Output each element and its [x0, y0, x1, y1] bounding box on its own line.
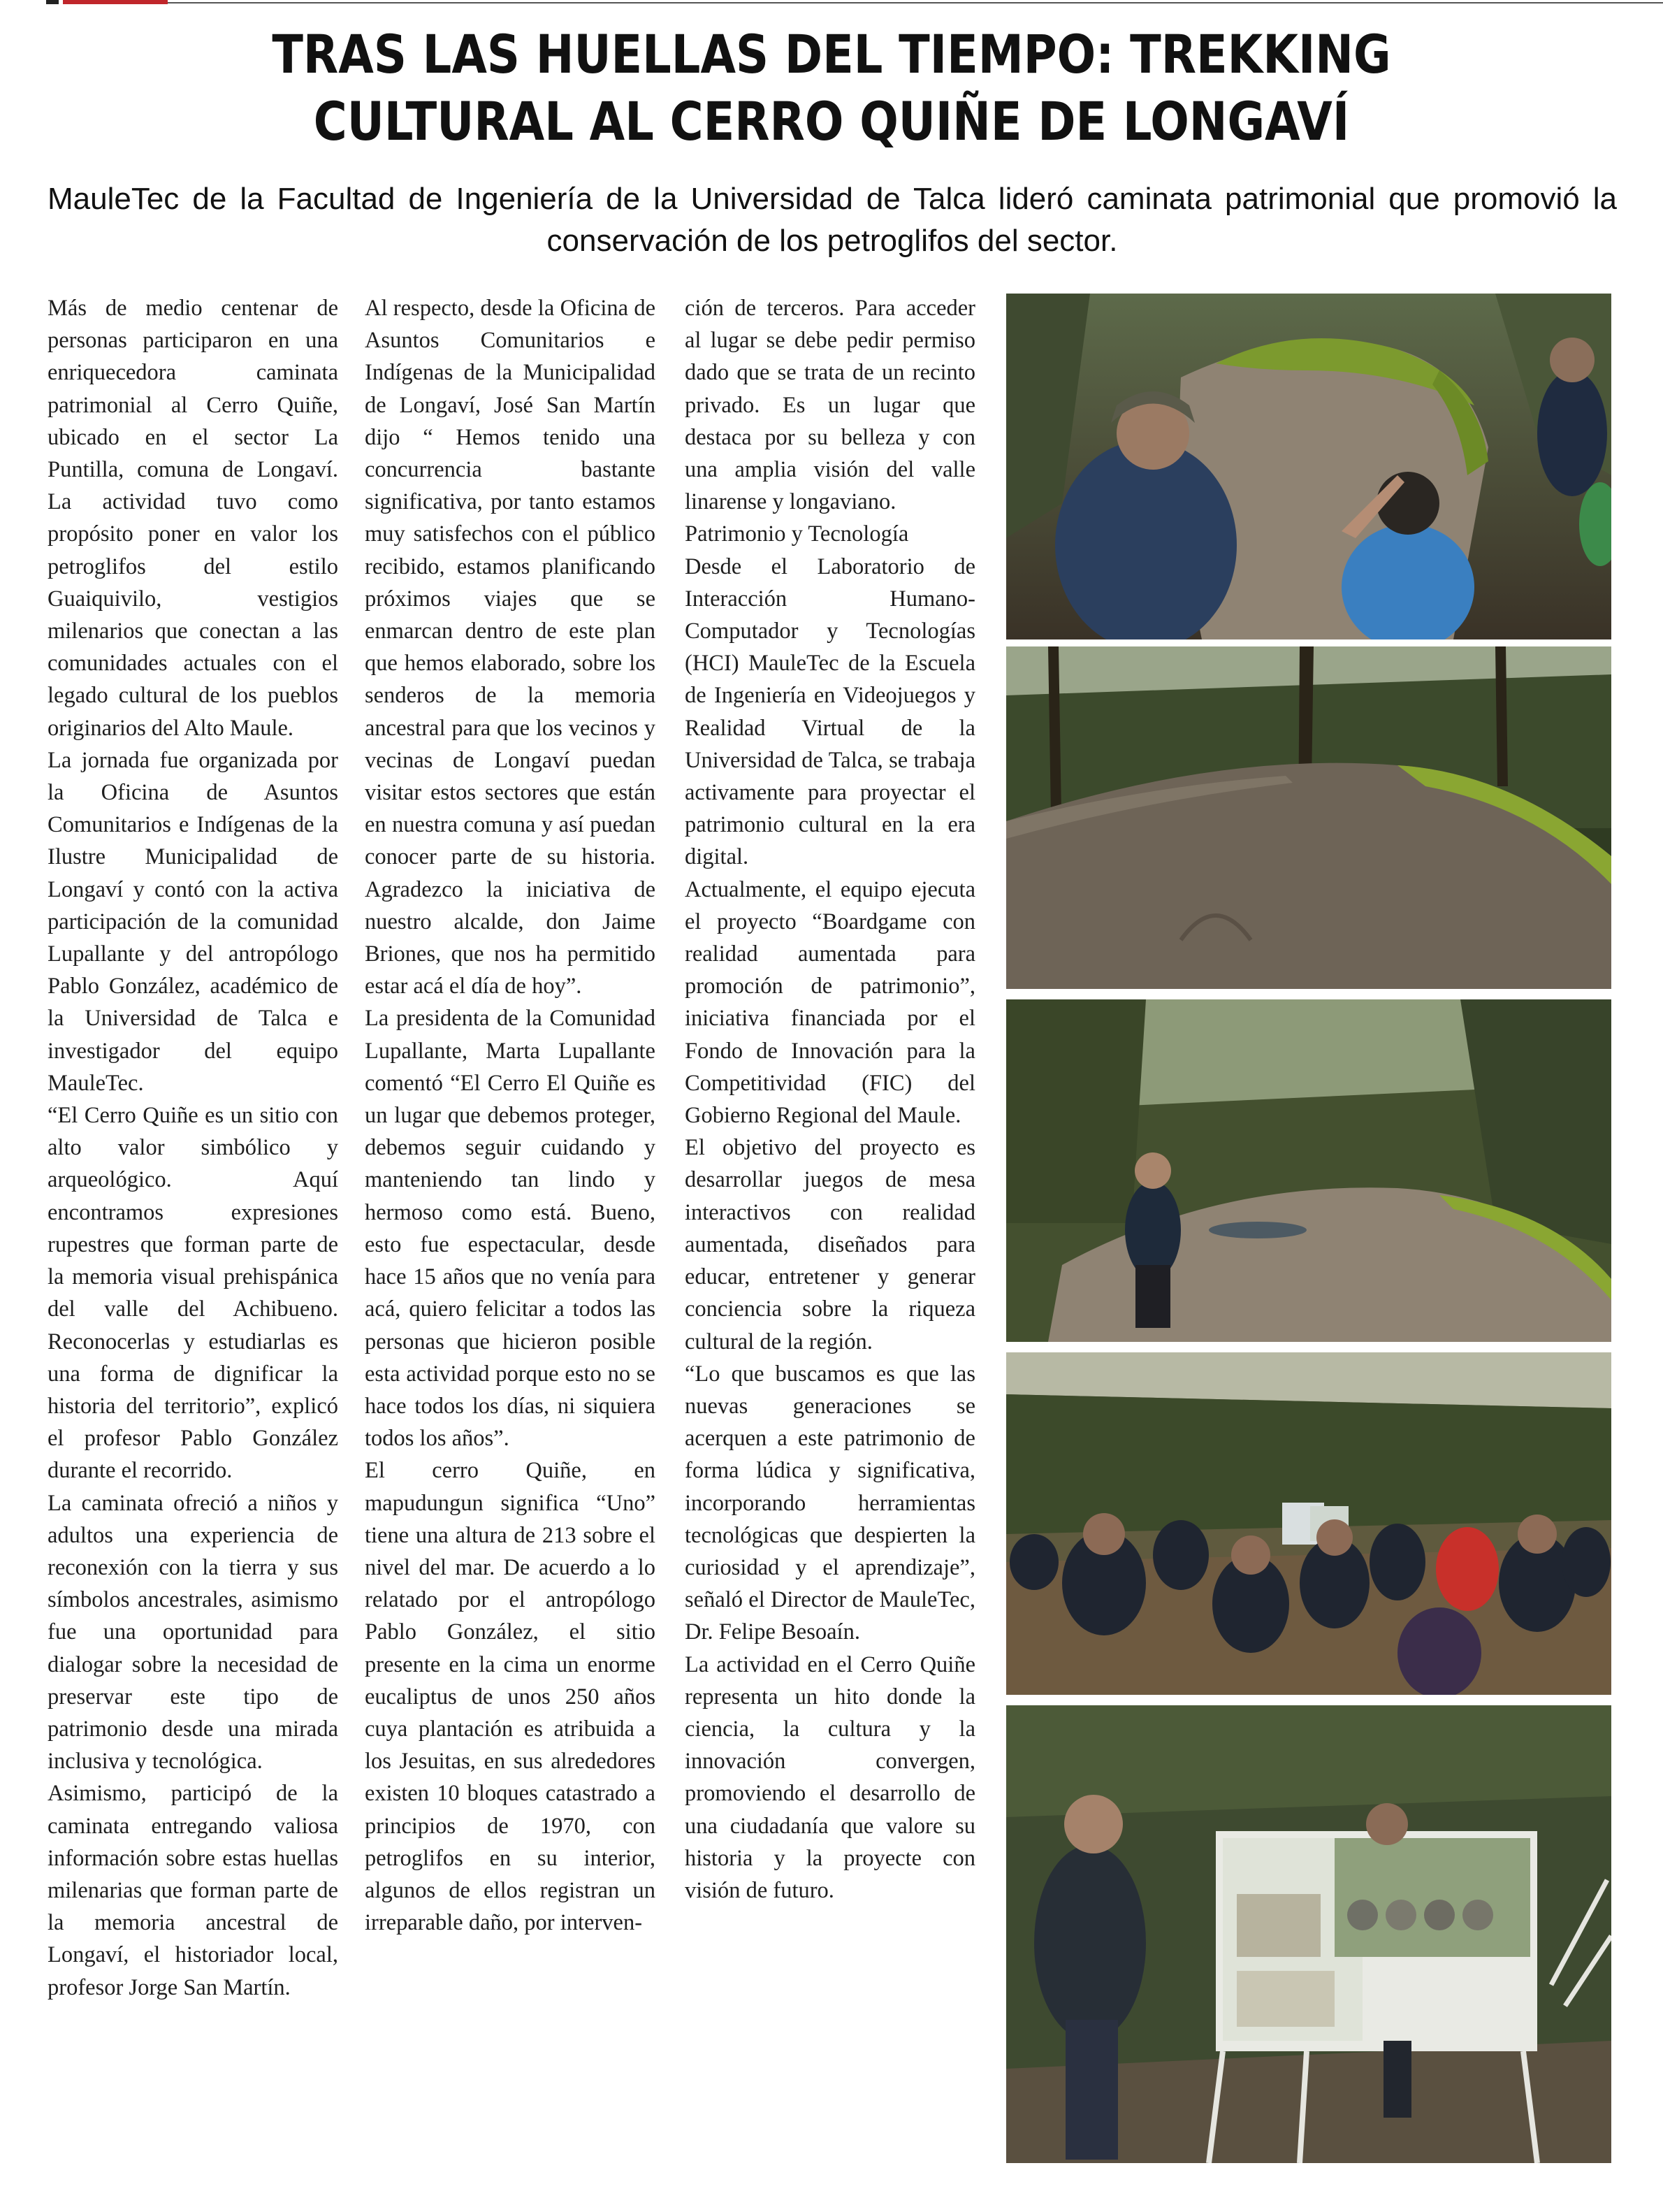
photo-man-rock-image: [1006, 999, 1611, 1342]
photo-presentation-board: [1006, 1705, 1611, 2163]
subtitle: MauleTec de la Facultad de Ingeniería de la Universidad de Talca lideró caminata patrimonial que promovió la conservación de los petroglifos del sector.: [48, 182, 1617, 258]
header-line: [168, 2, 1663, 3]
photo-rock-group-image: [1006, 294, 1611, 639]
paragraph: Más de medio centenar de personas participaron en una enriquecedora caminata patrimonial al Cerro Quiñe, ubicado en el sector La Puntilla, comuna de Longaví. La actividad tuvo como propósito poner en valor los petroglifos del estilo Guaiquivilo, vestigios milenarios que conectan a las comunidades actuales con el legado cultural de los pueblos originarios del Alto Maule.: [48, 296, 338, 741]
article-column-3: [685, 292, 975, 1907]
photo-mossy-rock-image: [1006, 646, 1611, 989]
paragraph: “Lo que buscamos es que las nuevas generaciones se acerquen a este patrimonio de forma lúdica y significativa, incorporando herramientas tecnológicas que despierten la curiosidad y el aprendizaje”, señaló el Director de MauleTec, Dr. Felipe Besoaín.: [685, 1361, 975, 1645]
paragraph: El cerro Quiñe, en mapudungun significa “Uno” tiene una altura de 213 sobre el nivel del mar. De acuerdo a lo relatado por el antropólogo Pablo González, el sitio presente en la cima un enorme eucaliptus de unos 250 años cuya plantación es atribuida a los Jesuitas, en sus alrededores existen 10 bloques catastrado a principios de 1970, con petroglifos en su interior, algunos de ellos registran un irreparable daño, por interven-: [365, 1458, 655, 1936]
paragraph: La jornada fue organizada por la Oficina de Asuntos Comunitarios e Indígenas de la Ilustre Municipalidad de Longaví y contó con la activa participación de la comunidad Lupallante y del antropólogo Pablo González, académico de la Universidad de Talca e investigador del equipo MauleTec.: [48, 747, 338, 1096]
paragraph: Actualmente, el equipo ejecuta el proyecto “Boardgame con realidad aumentada para promoción de patrimonio”, iniciativa financiada por el Fondo de Innovación para la Competitividad (FIC) del Gobierno Regional del Maule.: [685, 876, 975, 1129]
article-column-2: [365, 292, 655, 1939]
paragraph: ción de terceros. Para acceder al lugar se debe pedir permiso dado que se trata de un recinto privado. Es un lugar que destaca por su belleza y con una amplia visión del valle linarense y longaviano.: [685, 296, 975, 515]
article-column-1: [48, 292, 338, 2004]
photo-mossy-rock: [1006, 646, 1611, 989]
photo-man-rock: [1006, 999, 1611, 1342]
photo-group-clearing: [1006, 1352, 1611, 1695]
paragraph: El objetivo del proyecto es desarrollar juegos de mesa interactivos con realidad aumentada, diseñados para educar, entretener y generar conciencia sobre la riqueza cultural de la región.: [685, 1135, 975, 1354]
paragraph: Asimismo, participó de la caminata entregando valiosa información sobre estas huellas milenarias que forman parte de la memoria ancestral de Longaví, el historiador local, profesor Jorge San Martín.: [48, 1781, 338, 2000]
top-rule: [0, 0, 1663, 4]
section-heading: Patrimonio y Tecnología: [685, 521, 909, 547]
paragraph: “El Cerro Quiñe es un sitio con alto valor simbólico y arqueológico. Aquí encontramos expresiones rupestres que forman parte de la memoria visual prehispánica del valle del Achibueno. Reconocerlas y estudiarlas es una forma de dignificar la historia del territorio”, explicó el profesor Pablo González durante el recorrido.: [48, 1103, 338, 1484]
paragraph: Al respecto, desde la Oficina de Asuntos Comunitarios e Indígenas de la Municipalidad de Longaví, José San Martín dijo “ Hemos tenido una concurrencia bastante significativa, por tanto estamos muy satisfechos con el público recibido, estamos planificando próximos viajes que se enmarcan dentro de este plan que hemos elaborado, sobre los senderos de la memoria ancestral para que los vecinos y vecinas de Longaví puedan visitar estos sectores que están en nuestra comuna y así puedan conocer parte de su historia. Agradezco la iniciativa de nuestro alcalde, don Jaime Briones, que nos ha permitido estar acá el día de hoy”.: [365, 296, 655, 999]
photo-group-clearing-image: [1006, 1352, 1611, 1695]
paragraph: La actividad en el Cerro Quiñe representa un hito donde la ciencia, la cultura y la innovación convergen, promoviendo el desarrollo de una ciudadanía que valore su historia y la proyecte con visión de futuro.: [685, 1651, 975, 1903]
section-tab: [63, 0, 168, 4]
photo-rock-group: [1006, 294, 1611, 639]
paragraph: La caminata ofreció a niños y adultos una experiencia de reconexión con la tierra y sus símbolos ancestrales, asimismo fue una oportunidad para dialogar sobre la necesidad de preservar este tipo de patrimonio desde una mirada inclusiva y tecnológica.: [48, 1490, 338, 1774]
section-marker: [46, 0, 59, 4]
paragraph: La presidenta de la Comunidad Lupallante, Marta Lupallante comentó “El Cerro El Quiñe es un lugar que debemos proteger, debemos seguir cuidando y manteniendo tan lindo y hermoso como está. Bueno, esto fue espectacular, desde hace 15 años que no venía para acá, quiero felicitar a todos las personas que hicieron posible esta actividad porque esto no se hace todos los días, ni siquiera todos los años”.: [365, 1006, 655, 1452]
headline: TRAS LAS HUELLAS DEL TIEMPO: TREKKING CULTURAL AL CERRO QUIÑE DE LONGAVÍ: [272, 23, 1391, 152]
photo-presentation-board-image: [1006, 1705, 1611, 2163]
paragraph: Desde el Laboratorio de Interacción Humano-Computador y Tecnologías (HCI) MauleTec de la Escuela de Ingeniería en Videojuegos y Realidad Virtual de la Universidad de Talca, se trabaja activamente para proyectar el patrimonio cultural en la era digital.: [685, 554, 975, 870]
